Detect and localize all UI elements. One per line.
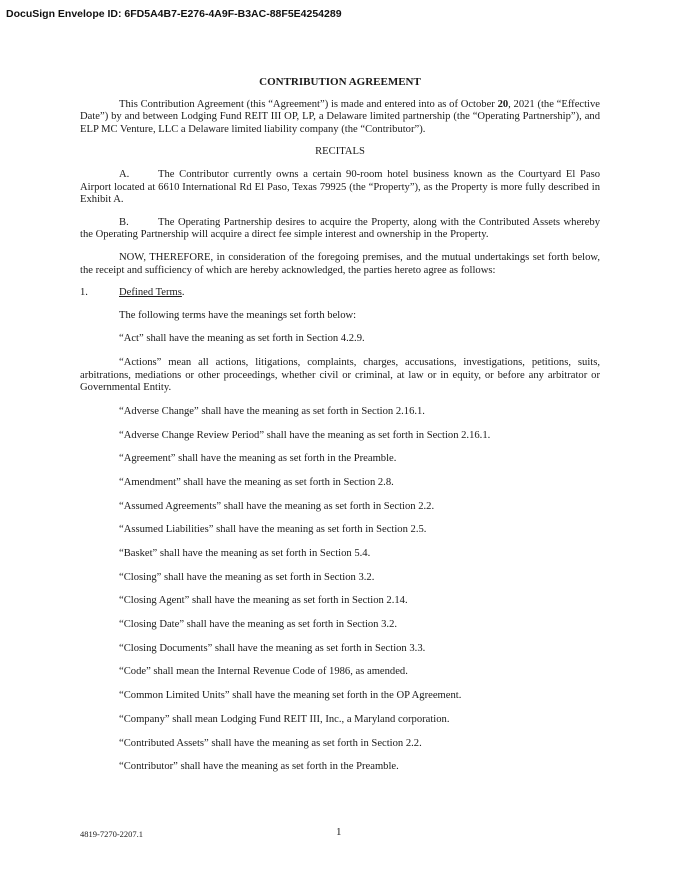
definition-actions: “Actions” mean all actions, litigations, complaints, charges, accusations, investigations, petitions, suits, arbitrations, mediations or other proceedings, whether civil or criminal, at law or in equity, or before any arbitrator or Governmental Entity. bbox=[80, 357, 600, 394]
recital-a-text: The Contributor currently owns a certain 90-room hotel business known as the Courtyard El Paso Airport located at 6610 International Rd El Paso, Texas 79925 (the “Property”), as the Property is more fully described in Exhibit A. bbox=[80, 168, 600, 206]
footer-page-number: 1 bbox=[336, 826, 342, 838]
definition-adverse-change: “Adverse Change” shall have the meaning as set forth in Section 2.16.1. bbox=[119, 405, 425, 417]
recital-a-tag: A. bbox=[119, 168, 130, 180]
definition-adverse-change-review-period: “Adverse Change Review Period” shall have the meaning as set forth in Section 2.16.1. bbox=[119, 429, 491, 441]
definition-company: “Company” shall mean Lodging Fund REIT III, Inc., a Maryland corporation. bbox=[119, 713, 450, 725]
definition-act: “Act” shall have the meaning as set forth in Section 4.2.9. bbox=[119, 333, 365, 345]
definition-assumed-liabilities: “Assumed Liabilities” shall have the meaning as set forth in Section 2.5. bbox=[119, 524, 427, 536]
recital-b-text: The Operating Partnership desires to acquire the Property, along with the Contributed Assets whereby the Operating Partnership will acquire a direct fee simple interest and ownership in the Property. bbox=[80, 216, 600, 241]
definition-agreement: “Agreement” shall have the meaning as set forth in the Preamble. bbox=[119, 453, 397, 465]
document-page bbox=[80, 76, 600, 785]
section-1-number: 1. bbox=[80, 287, 88, 299]
definition-closing: “Closing” shall have the meaning as set forth in Section 3.2. bbox=[119, 571, 375, 583]
definition-assumed-agreements: “Assumed Agreements” shall have the meaning as set forth in Section 2.2. bbox=[119, 500, 435, 512]
definition-code: “Code” shall mean the Internal Revenue Code of 1986, as amended. bbox=[119, 666, 408, 678]
definition-basket: “Basket” shall have the meaning as set forth in Section 5.4. bbox=[119, 548, 371, 559]
definition-closing-agent: “Closing Agent” shall have the meaning as set forth in Section 2.14. bbox=[119, 595, 408, 607]
recital-b bbox=[80, 217, 600, 242]
intro-text-b: , 2021 (the “Effective Date”) by and between Lodging Fund REIT III OP, LP, a Delaware limited partnership (the “Operating Partnership”), and ELP MC Venture, LLC a Delaware limited liability company (the “Contributor”). bbox=[80, 98, 600, 135]
section-1-heading bbox=[80, 287, 600, 300]
intro-date-day: 20 bbox=[497, 98, 509, 110]
definition-contributor: “Contributor” shall have the meaning as set forth in the Preamble. bbox=[119, 761, 399, 773]
intro-paragraph bbox=[80, 99, 600, 137]
recital-b-tag: B. bbox=[119, 216, 129, 228]
document-title: CONTRIBUTION AGREEMENT bbox=[259, 76, 421, 88]
definitions-intro: The following terms have the meanings set forth below: bbox=[119, 309, 357, 321]
section-1-title-period: . bbox=[181, 287, 185, 299]
docusign-envelope-id: DocuSign Envelope ID: 6FD5A4B7-E276-4A9F-B3AC-88F5E4254289 bbox=[6, 8, 342, 20]
recitals-heading: RECITALS bbox=[315, 146, 365, 158]
section-1-title: Defined Terms bbox=[119, 287, 182, 299]
definition-closing-date: “Closing Date” shall have the meaning as set forth in Section 3.2. bbox=[119, 619, 398, 631]
intro-text-a: This Contribution Agreement (this “Agreement”) is made and entered into as of October bbox=[119, 98, 498, 110]
definition-common-limited-units: “Common Limited Units” shall have the meaning set forth in the OP Agreement. bbox=[119, 690, 462, 702]
definition-contributed-assets: “Contributed Assets” shall have the meaning as set forth in Section 2.2. bbox=[119, 737, 422, 749]
definition-closing-documents: “Closing Documents” shall have the meaning as set forth in Section 3.3. bbox=[119, 642, 426, 654]
definition-amendment: “Amendment” shall have the meaning as set forth in Section 2.8. bbox=[119, 476, 394, 488]
footer-document-id: 4819-7270-2207.1 bbox=[80, 829, 144, 839]
now-therefore-paragraph: NOW, THEREFORE, in consideration of the foregoing premises, and the mutual undertakings set forth below, the receipt and sufficiency of which are hereby acknowledged, the parties hereto agree as follows: bbox=[80, 251, 600, 276]
recital-a bbox=[80, 169, 600, 207]
